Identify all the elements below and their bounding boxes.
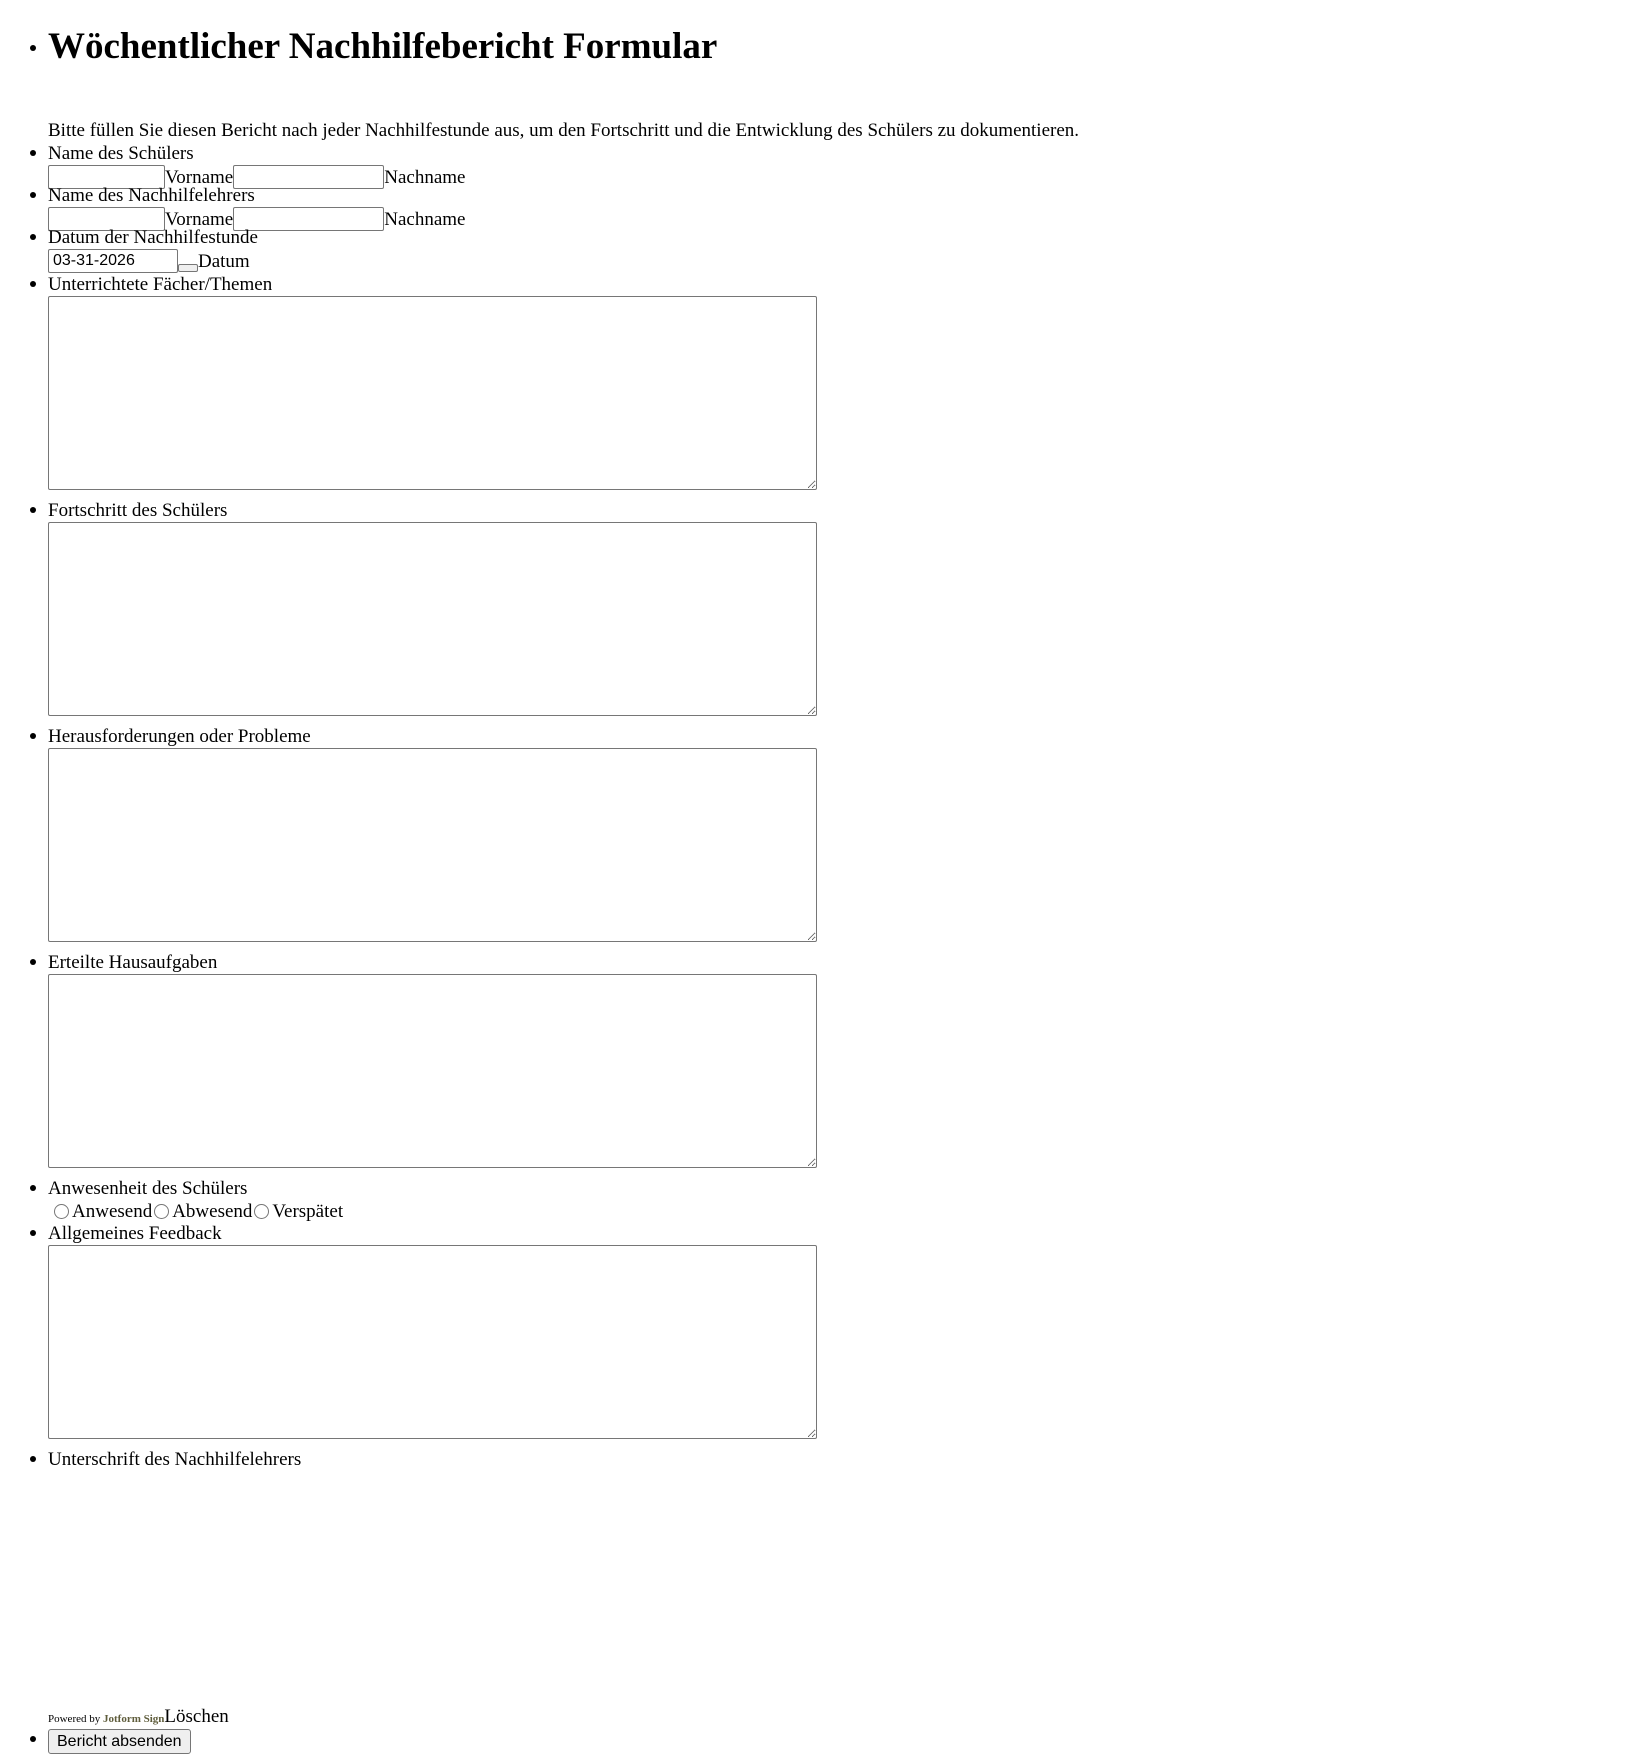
subjects-label: Unterrichtete Fächer/Themen [48, 274, 273, 295]
powered-by-prefix: Powered by [48, 1713, 103, 1725]
report-form [48, 0, 1608, 1754]
subjects-field [48, 273, 1608, 490]
submit-field [48, 1728, 1608, 1754]
form-header [48, 0, 1608, 142]
signature-pad[interactable] [48, 1471, 1608, 1704]
challenges-label: Herausforderungen oder Probleme [48, 726, 311, 747]
progress-field [48, 499, 1608, 716]
tutor-name-field [48, 184, 1608, 231]
signature-clear-button[interactable]: Löschen [164, 1706, 229, 1727]
session-date-input[interactable] [48, 249, 178, 273]
attendance-radio-absent[interactable] [154, 1204, 169, 1219]
student-name-field [48, 142, 1608, 189]
student-last-name-sublabel: Nachname [384, 166, 466, 188]
signature-label: Unterschrift des Nachhilfelehrers [48, 1449, 302, 1470]
attendance-radio-present[interactable] [54, 1204, 69, 1219]
feedback-field [48, 1222, 1608, 1439]
calendar-button[interactable] [178, 264, 198, 272]
attendance-field [48, 1177, 1608, 1222]
homework-textarea[interactable] [48, 974, 817, 1168]
powered-by-text [48, 1712, 164, 1728]
tutor-first-name-sublabel: Vorname [165, 208, 234, 230]
form-title: Wöchentlicher Nachhilfebericht Formular [48, 26, 718, 67]
challenges-textarea[interactable] [48, 748, 817, 942]
subjects-textarea[interactable] [48, 296, 817, 490]
signature-field [48, 1448, 1608, 1728]
student-first-name-sublabel: Vorname [165, 166, 234, 188]
form-intro: Bitte füllen Sie diesen Bericht nach jeder Nachhilfestunde aus, um den Fortschritt und die Entwicklung des Schülers zu dokumentieren. [48, 120, 1080, 141]
tutor-last-name-sublabel: Nachname [384, 208, 466, 230]
homework-label: Erteilte Hausaufgaben [48, 952, 218, 973]
feedback-label: Allgemeines Feedback [48, 1223, 222, 1244]
progress-textarea[interactable] [48, 522, 817, 716]
progress-label: Fortschritt des Schülers [48, 500, 228, 521]
tutor-name-label: Name des Nachhilfelehrers [48, 185, 255, 206]
attendance-option-absent[interactable]: Abwesend [172, 1200, 253, 1222]
challenges-field [48, 725, 1608, 942]
homework-field [48, 951, 1608, 1168]
attendance-radio-group [48, 1200, 1608, 1222]
attendance-radio-late[interactable] [254, 1204, 269, 1219]
attendance-option-late[interactable]: Verspätet [272, 1200, 344, 1222]
session-date-label: Datum der Nachhilfestunde [48, 227, 258, 248]
submit-button[interactable]: Bericht absenden [48, 1729, 191, 1754]
attendance-option-present[interactable]: Anwesend [72, 1200, 153, 1222]
session-date-field [48, 226, 1608, 273]
attendance-label: Anwesenheit des Schülers [48, 1178, 248, 1199]
jotform-sign-brand[interactable]: Jotform Sign [103, 1713, 165, 1725]
feedback-textarea[interactable] [48, 1245, 817, 1439]
session-date-sublabel: Datum [198, 250, 250, 272]
student-name-label: Name des Schülers [48, 143, 194, 164]
